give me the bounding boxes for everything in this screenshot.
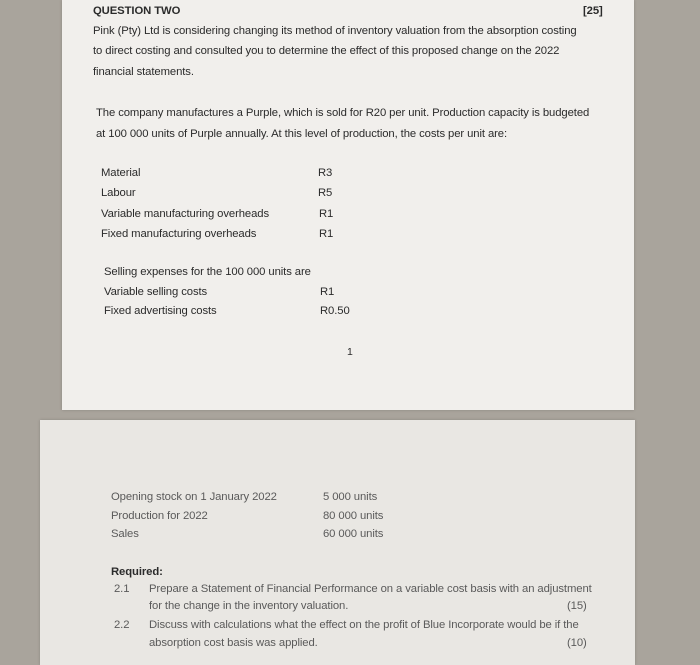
selling-label: Fixed advertising costs	[104, 305, 217, 317]
required-item-line: absorption cost basis was applied.	[149, 637, 318, 649]
stat-value: 80 000 units	[323, 510, 384, 522]
required-item-marks: (15)	[567, 600, 587, 612]
required-item-line: Prepare a Statement of Financial Performance on a variable cost basis with an adjustment	[149, 583, 592, 595]
cost-label: Labour	[101, 187, 136, 199]
company-line: at 100 000 units of Purple annually. At this level of production, the costs per unit are:	[96, 128, 508, 140]
cost-label: Fixed manufacturing overheads	[101, 228, 257, 240]
required-item-line: for the change in the inventory valuation.	[149, 600, 349, 612]
stat-value: 5 000 units	[323, 491, 378, 503]
intro-line: to direct costing and consulted you to determine the effect of this proposed change on the 2022	[93, 45, 560, 57]
intro-line: financial statements.	[93, 66, 194, 78]
required-item-line: Discuss with calculations what the effect on the profit of Blue Incorporate would be if the	[149, 619, 579, 631]
page-number: 1	[347, 346, 353, 358]
cost-label: Material	[101, 167, 141, 179]
cost-value: R3	[318, 167, 333, 179]
stat-label: Opening stock on 1 January 2022	[111, 491, 277, 503]
stat-label: Sales	[111, 528, 139, 540]
selling-value: R0.50	[320, 305, 350, 317]
stat-label: Production for 2022	[111, 510, 208, 522]
required-item-number: 2.2	[114, 619, 130, 631]
question-marks: [25]	[583, 5, 603, 17]
cost-value: R1	[319, 208, 334, 220]
cost-value: R1	[319, 228, 334, 240]
required-item-number: 2.1	[114, 583, 130, 595]
cost-value: R5	[318, 187, 333, 199]
intro-line: Pink (Pty) Ltd is considering changing its method of inventory valuation from the absorption costing	[93, 25, 577, 37]
selling-label: Variable selling costs	[104, 286, 208, 298]
cost-label: Variable manufacturing overheads	[101, 208, 270, 220]
selling-heading: Selling expenses for the 100 000 units are	[104, 266, 311, 278]
stat-value: 60 000 units	[323, 528, 384, 540]
required-item-marks: (10)	[567, 637, 587, 649]
question-title: QUESTION TWO	[93, 5, 181, 17]
selling-value: R1	[320, 286, 335, 298]
company-line: The company manufactures a Purple, which is sold for R20 per unit. Production capacity is budgeted	[96, 107, 590, 119]
required-heading: Required:	[111, 566, 163, 578]
